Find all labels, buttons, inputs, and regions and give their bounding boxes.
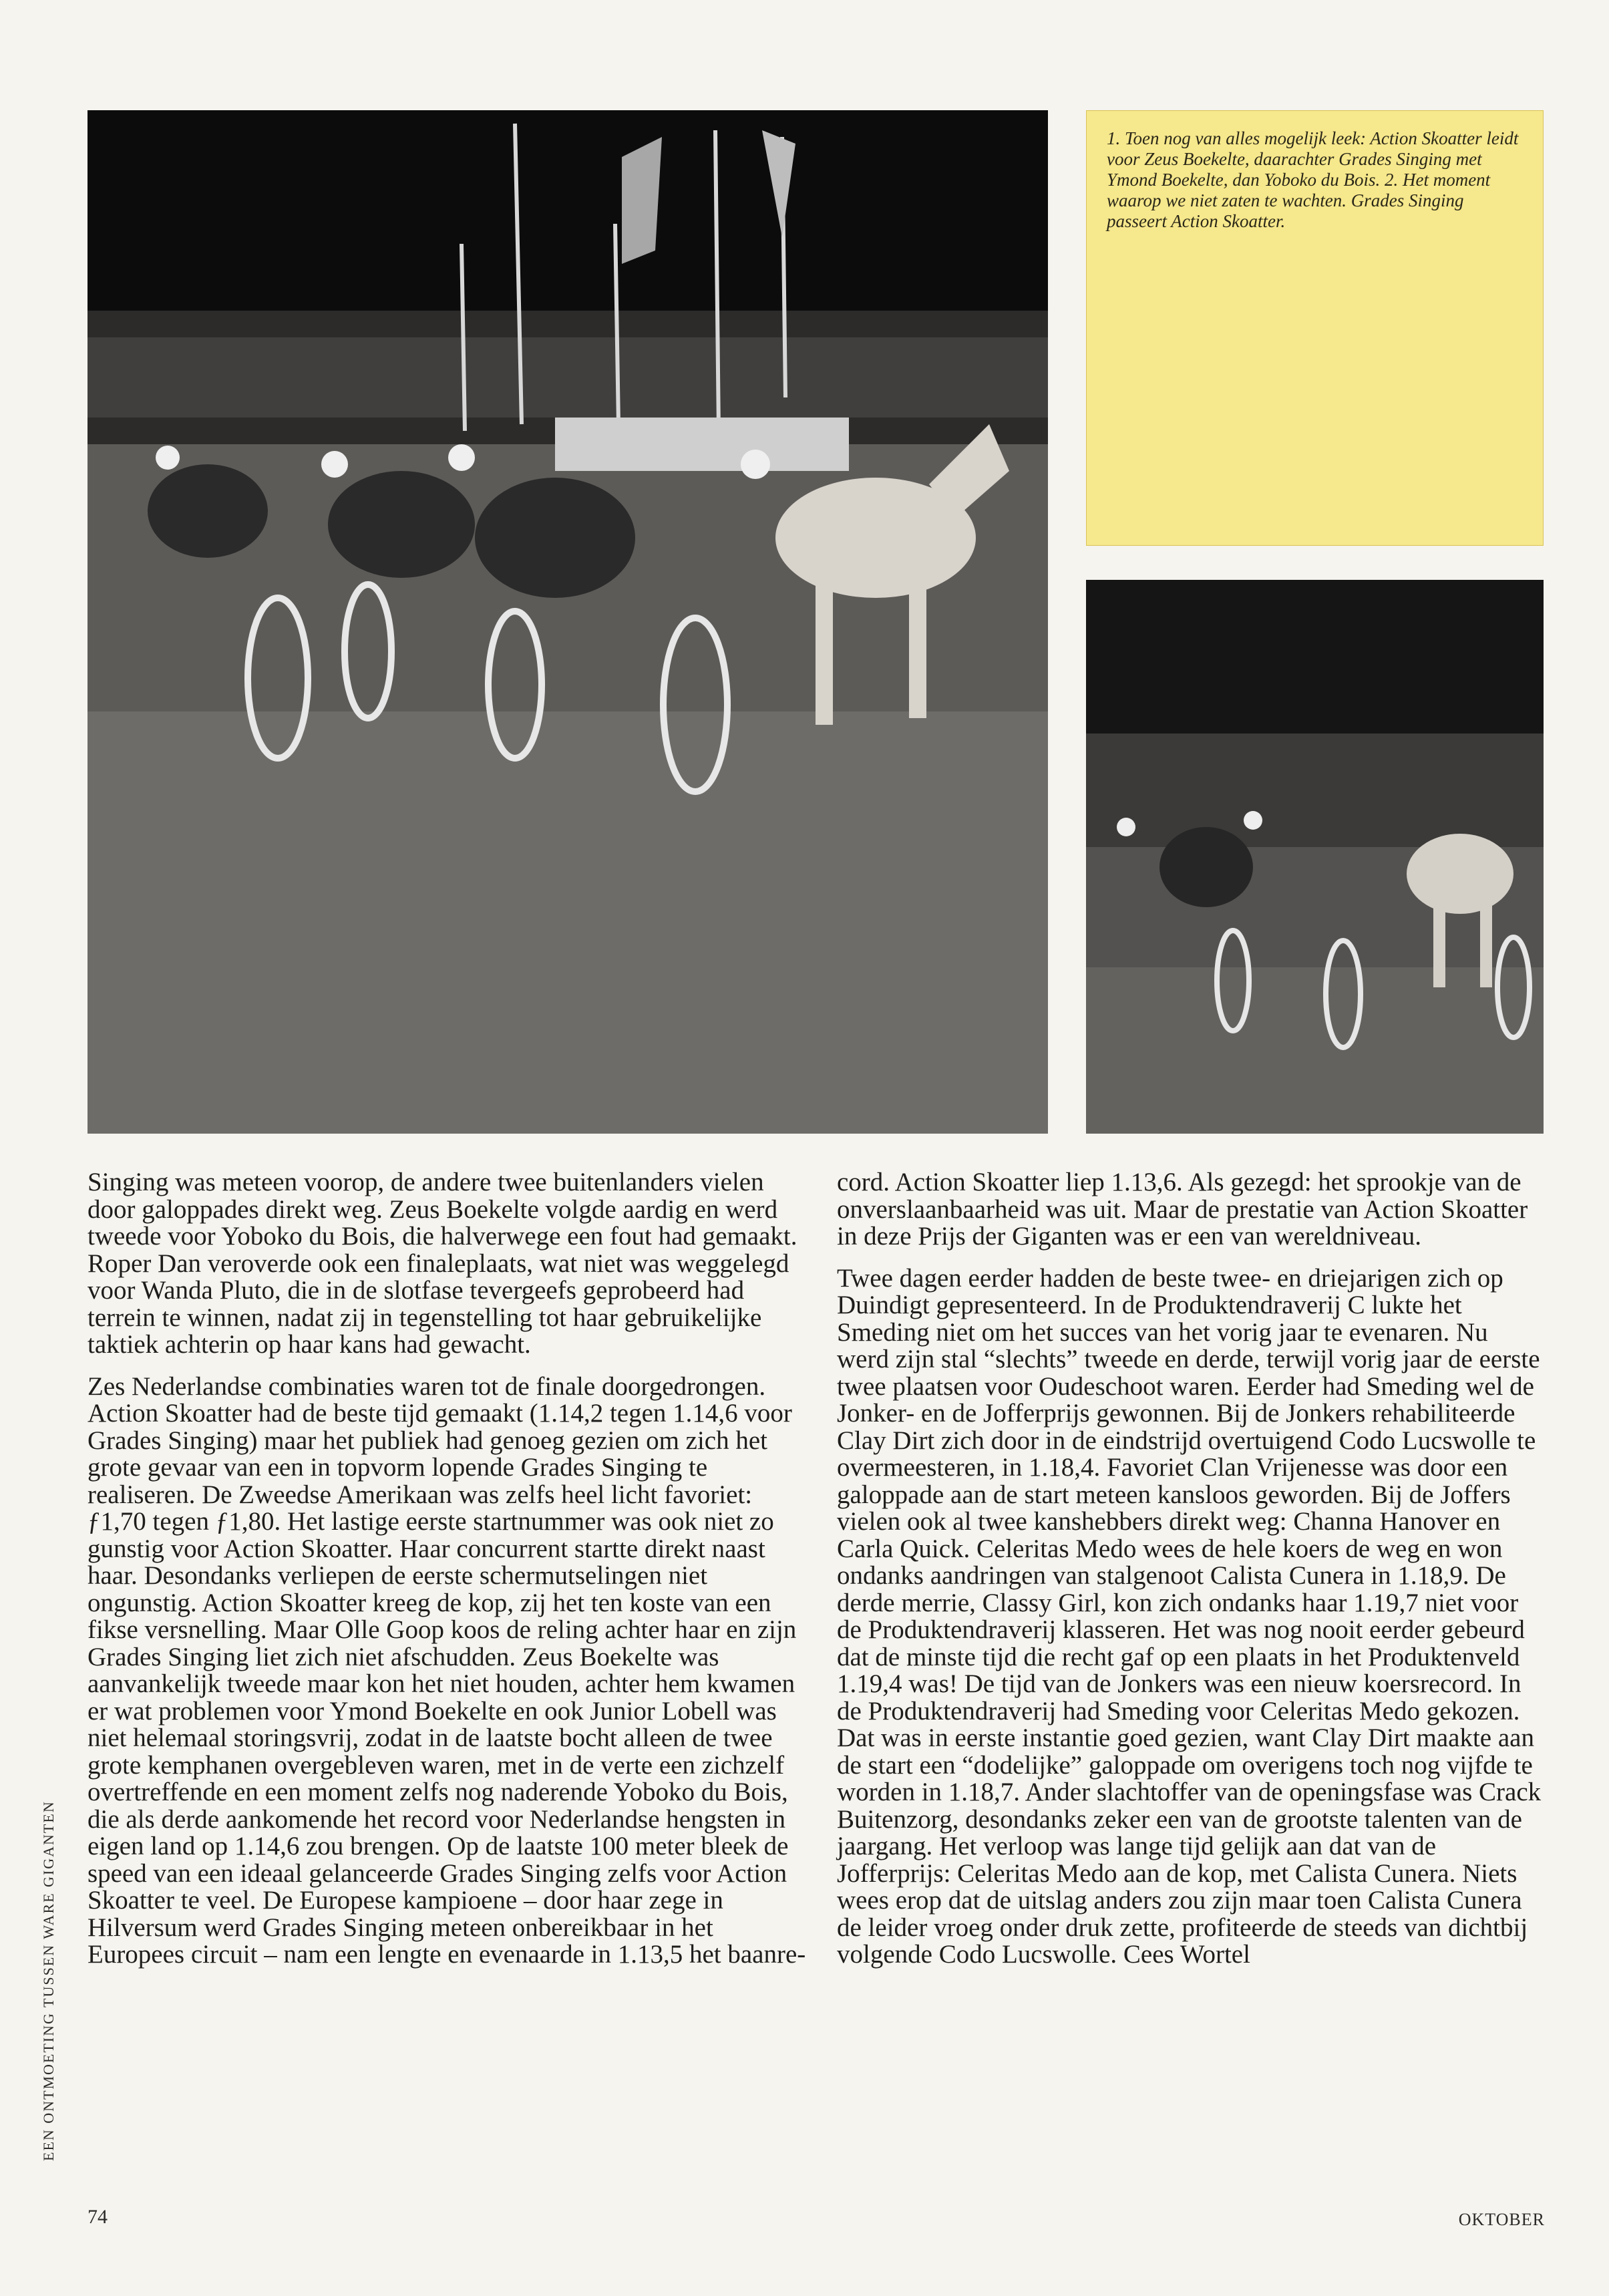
- race-photo-graphic-2: [1086, 580, 1544, 1134]
- page-number: 74: [87, 2206, 108, 2228]
- running-side-title: EEN ONTMOETING TUSSEN WARE GIGANTEN: [40, 1800, 57, 2161]
- photo-harness-race-2: [1086, 580, 1544, 1134]
- race-photo-graphic: [87, 110, 1048, 1134]
- photo-harness-race-1: [87, 110, 1048, 1134]
- paragraph: cord. Action Skoatter liep 1.13,6. Als gezegd: het sprookje van de onverslaanbaarheid was uit. Maar de prestatie van Action Skoatter in deze Prijs der Giganten was er een van wereldniveau.: [837, 1168, 1528, 1251]
- photo-caption-box: [1086, 110, 1544, 546]
- photo-caption: 1. Toen nog van alles mogelijk leek: Action Skoatter leidt voor Zeus Boekelte, daarachter Grades Singing met Ymond Boekelte, dan Yoboko du Bois. 2. Het moment waarop we niet zaten te wachten. Grades Singing passeert Action Skoatter.: [1107, 128, 1519, 231]
- paragraph: Twee dagen eerder hadden de beste twee- en driejarigen zich op Duindigt gepresenteerd. In de Produktendraverij C lukte het Smeding niet om het succes van het vorig jaar te evenaren. Nu werd zijn stal “slechts” tweede en derde, terwijl vorig jaar de eerste twee plaatsen voor Oudeschoot waren. Eerder had Smeding wel de Jonker- en de Jofferprijs gewonnen. Bij de Jonkers rehabiliteerde Clay Dirt zich door in de eindstrijd overtuigend Codo Lucswolle te overmeesteren, in 1.18,4. Favoriet Clan Vrijenesse was door een galoppade aan de start meteen kansloos geworden. Bij de Joffers vielen ook al twee kanshebbers direkt weg: Channa Hanover en Carla Quick. Celeritas Medo wees de hele koers de weg en won ondanks aandringen van stalgenoot Calista Cunera in 1.18,9. De derde merrie, Classy Girl, kon zich ondanks haar 1.19,7 niet voor de Produktendraverij klasseren. Het was nog nooit eerder gebeurd dat de minste tijd die recht gaf op een plaats in het Produktenveld 1.19,4 was! De tijd van de Jonkers was een nieuw koersrecord. In de Produktendraverij had Smeding voor Celeritas Medo gekozen. Dat was in eerste instantie goed gezien, want Clay Dirt maakte aan de start een “dodelijke” galoppade om overigens toch nog vijfde te worden in 1.18,7. Ander slachtoffer van de openingsfase was Crack Buitenzorg, desondanks zeker een van de grootste talenten van de jaargang. Het verloop was lange tijd gelijk aan dat van de Jofferprijs: Celeritas Medo aan de kop, met Calista Cunera. Niets wees erop dat de uitslag anders zou zijn maar toen Calista Cunera de leider vroeg onder druk zette, profiteerde de steeds van dichtbij volgende Codo Lucswolle. Cees Wortel: [837, 1263, 1542, 1969]
- article-column-right: [837, 1169, 1545, 1983]
- article-column-left: [87, 1169, 809, 1983]
- paragraph: Zes Nederlandse combinaties waren tot de finale doorgedrongen. Action Skoatter had de beste tijd gemaakt (1.14,2 tegen 1.14,6 voor Grades Singing) maar het publiek had genoeg gezien om zich het grote gevaar van een in topvorm lopende Grades Singing te realiseren. De Zweedse Amerikaan was zelfs heel licht favoriet: ƒ1,70 tegen ƒ1,80. Het lastige eerste startnummer was ook niet zo gunstig voor Action Skoatter. Haar concurrent startte direkt naast haar. Desondanks verliepen de eerste schermutselingen niet ongunstig. Action Skoatter kreeg de kop, zij het ten koste van een fikse versnelling. Maar Olle Goop koos de reling achter haar en zijn Grades Singing liet zich niet afschudden. Zeus Boekelte was aanvankelijk tweede maar kon het niet houden, achter hem kwamen er wat problemen voor Ymond Boekelte en ook Junior Lobell was niet helemaal storingsvrij, zodat in de laatste bocht alleen de twee grote kemphanen overgebleven waren, met in de verte een zichzelf overtreffende en een moment zelfs nog naderende Yoboko du Bois, die als derde aankomende het record voor Nederlandse hengsten in eigen land op 1.14,6 zou brengen. Op de laatste 100 meter bleek de speed van een ideaal gelanceerde Grades Singing zelfs voor Action Skoatter te veel. De Europese kampioene – door haar zege in Hilversum werd Grades Singing meteen onbereikbaar in het Europees circuit – nam een lengte en evenaarde in 1.13,5 het baanre-: [87, 1371, 806, 1969]
- paragraph: Singing was meteen voorop, de andere twee buitenlanders vielen door galoppades direkt weg. Zeus Boekelte volgde aardig en werd tweede voor Yoboko du Bois, die halverwege een fout had gemaakt. Roper Dan veroverde ook een finaleplaats, wat niet was weggelegd voor Wanda Pluto, die in de slotfase tevergeefs geprobeerd had terrein te winnen, nadat zij in tegenstelling tot haar gebruikelijke taktiek achterin op haar kans had gewacht.: [87, 1168, 797, 1359]
- issue-month: OKTOBER: [1458, 2210, 1545, 2229]
